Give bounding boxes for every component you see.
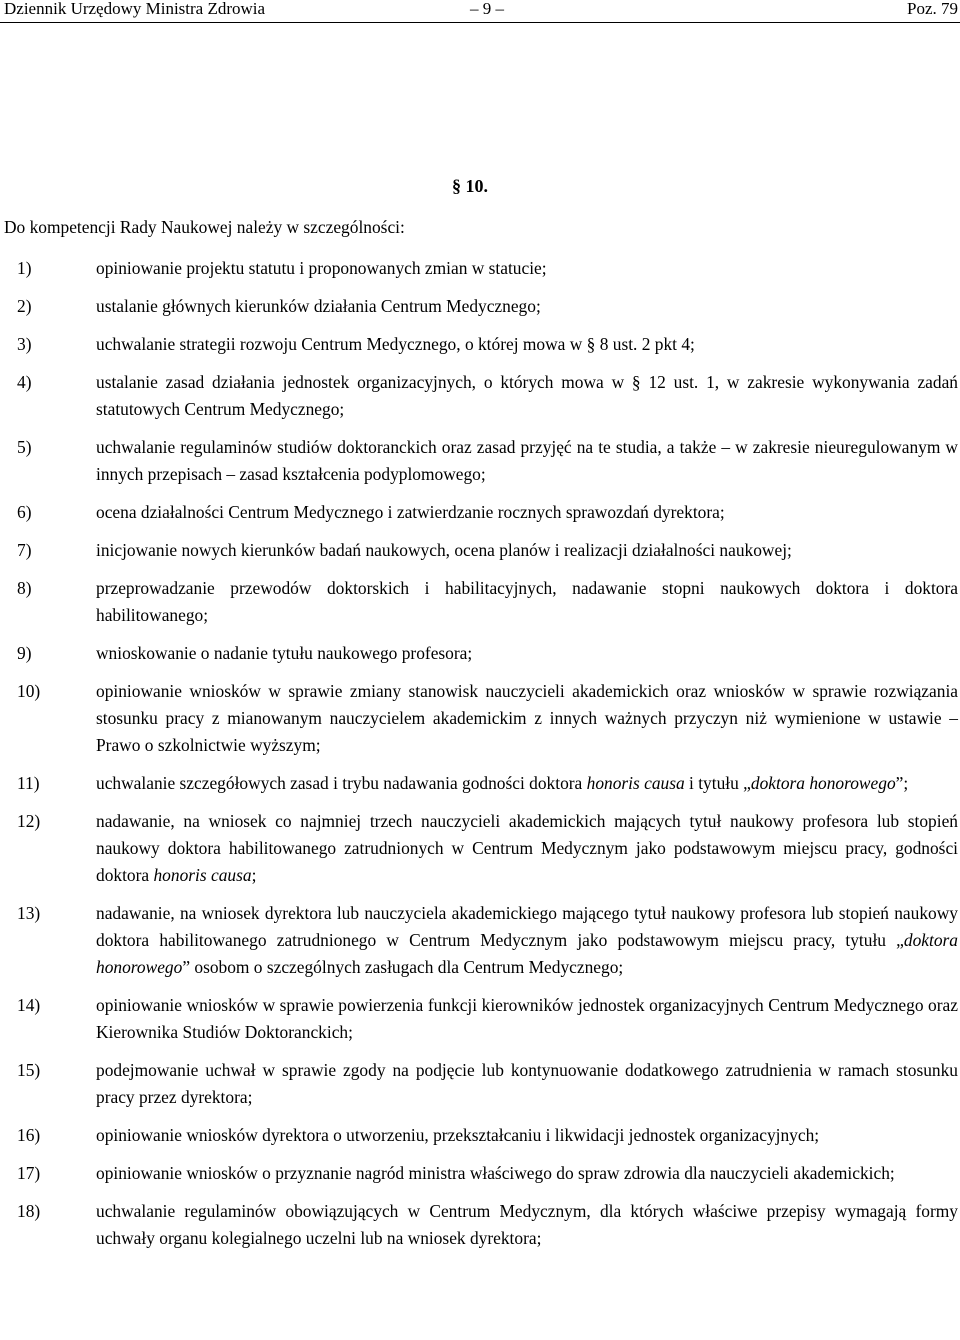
list-item (0, 369, 960, 423)
text-segment: inicjowanie nowych kierunków badań naukowych, ocena planów i realizacji działalności naukowej; (96, 540, 792, 560)
item-text (96, 331, 958, 358)
list-item (0, 293, 960, 320)
text-segment: opiniowanie projektu statutu i proponowanych zmian w statucie; (96, 258, 547, 278)
item-number: 16) (17, 1125, 41, 1145)
item-text (96, 1122, 958, 1149)
item-text (96, 1198, 958, 1252)
item-number: 2) (17, 296, 32, 316)
item-number: 6) (17, 502, 32, 522)
text-segment: i tytułu „ (684, 773, 751, 793)
list-item (0, 537, 960, 564)
text-segment: ; (251, 865, 257, 885)
italic-phrase: honoris causa (586, 773, 685, 793)
item-number: 5) (17, 437, 32, 457)
item-number: 11) (17, 773, 40, 793)
item-number: 13) (17, 903, 41, 923)
item-text (96, 900, 958, 981)
item-position: Poz. 79 (907, 0, 958, 18)
item-number: 12) (17, 811, 41, 831)
text-segment: wnioskowanie o nadanie tytułu naukowego profesora; (96, 643, 473, 663)
text-segment: nadawanie, na wniosek dyrektora lub nauczyciela akademickiego mającego tytuł naukowy profesora lub stopień naukowy doktora habilitowanego zatrudnionego w Centrum Medycznym jako podstawowym miejscu pracy, tytułu „ (96, 903, 958, 950)
item-text (96, 293, 958, 320)
page-number: – 9 – (470, 0, 504, 18)
italic-phrase: doktora honorowego (750, 773, 896, 793)
text-segment: ocena działalności Centrum Medycznego i zatwierdzanie rocznych sprawozdań dyrektora; (96, 502, 725, 522)
text-segment: nadawanie, na wniosek co najmniej trzech nauczycieli akademickich mających tytuł naukowy profesora lub stopień naukowy doktora habilitowanego zatrudnionych w Centrum Medycznym jako podstawowym miejscu pracy, godności doktora (96, 811, 958, 885)
item-text (96, 808, 958, 889)
journal-title: Dziennik Urzędowy Ministra Zdrowia (4, 0, 266, 18)
text-segment: opiniowanie wniosków w sprawie zmiany stanowisk nauczycieli akademickich oraz wniosków w sprawie rozwiązania stosunku pracy z mianowanym nauczycielem akademickim z innych ważnych przyczyn niż wymienione w ustawie – Prawo o szkolnictwie wyższym; (96, 681, 958, 755)
list-item (0, 770, 960, 797)
list-item (0, 1122, 960, 1149)
text-segment: podejmowanie uchwał w sprawie zgody na podjęcie lub kontynuowanie dodatkowego zatrudnienia w ramach stosunku pracy przez dyrektora; (96, 1060, 958, 1107)
list-item (0, 331, 960, 358)
text-segment: ustalanie zasad działania jednostek organizacyjnych, o których mowa w § 12 ust. 1, w zakresie wykonywania zadań statutowych Centrum Medycznego; (96, 372, 958, 419)
item-number: 17) (17, 1163, 41, 1183)
list-item (0, 900, 960, 981)
text-segment: uchwalanie regulaminów obowiązujących w Centrum Medycznym, dla których właściwe przepisy wymagają formy uchwały organu kolegialnego uczelni lub na wniosek dyrektora; (96, 1201, 958, 1248)
text-segment: uchwalanie strategii rozwoju Centrum Medycznego, o której mowa w § 8 ust. 2 pkt 4; (96, 334, 695, 354)
item-text (96, 537, 958, 564)
item-number: 9) (17, 643, 32, 663)
item-text (96, 1057, 958, 1111)
item-text (96, 1160, 958, 1187)
item-number: 8) (17, 578, 32, 598)
list-item (0, 575, 960, 629)
list-item (0, 1198, 960, 1252)
item-number: 18) (17, 1201, 41, 1221)
item-number: 10) (17, 681, 41, 701)
item-text (96, 499, 958, 526)
text-segment: opiniowanie wniosków dyrektora o utworzeniu, przekształcaniu i likwidacji jednostek organizacyjnych; (96, 1125, 820, 1145)
list-item (0, 1160, 960, 1187)
list-item (0, 255, 960, 282)
item-number: 1) (17, 258, 32, 278)
item-text (96, 770, 958, 797)
page-header (0, 0, 960, 23)
text-segment: ”; (895, 773, 909, 793)
italic-phrase: doktora honorowego (96, 930, 958, 977)
item-number: 14) (17, 995, 41, 1015)
list-item (0, 808, 960, 889)
item-text (96, 678, 958, 759)
list-item (0, 434, 960, 488)
item-number: 3) (17, 334, 32, 354)
item-text (96, 255, 958, 282)
item-text (96, 640, 958, 667)
list-item (0, 640, 960, 667)
item-number: 15) (17, 1060, 41, 1080)
item-text (96, 369, 958, 423)
italic-phrase: honoris causa (153, 865, 252, 885)
text-segment: opiniowanie wniosków w sprawie powierzenia funkcji kierowników jednostek organizacyjnych Centrum Medycznego oraz Kierownika Studiów Doktoranckich; (96, 995, 958, 1042)
list-item (0, 1057, 960, 1111)
item-text (96, 992, 958, 1046)
text-segment: przeprowadzanie przewodów doktorskich i habilitacyjnych, nadawanie stopni naukowych doktora i doktora habilitowanego; (96, 578, 958, 625)
item-number: 7) (17, 540, 32, 560)
item-text (96, 575, 958, 629)
text-segment: uchwalanie szczegółowych zasad i trybu nadawania godności doktora (96, 773, 587, 793)
item-text (96, 434, 958, 488)
competence-list (0, 255, 960, 1263)
list-item (0, 499, 960, 526)
list-item (0, 678, 960, 759)
list-item (0, 992, 960, 1046)
text-segment: ” osobom o szczególnych zasługach dla Centrum Medycznego; (182, 957, 624, 977)
item-number: 4) (17, 372, 32, 392)
text-segment: opiniowanie wniosków o przyznanie nagród ministra właściwego do spraw zdrowia dla nauczycieli akademickich; (96, 1163, 895, 1183)
text-segment: ustalanie głównych kierunków działania Centrum Medycznego; (96, 296, 541, 316)
text-segment: uchwalanie regulaminów studiów doktoranckich oraz zasad przyjęć na te studia, a także – w zakresie nieuregulowanym w innych przepisach – zasad kształcenia podyplomowego; (96, 437, 958, 484)
section-intro: Do kompetencji Rady Naukowej należy w szczególności: (4, 217, 405, 237)
section-mark: § 10. (452, 176, 488, 196)
